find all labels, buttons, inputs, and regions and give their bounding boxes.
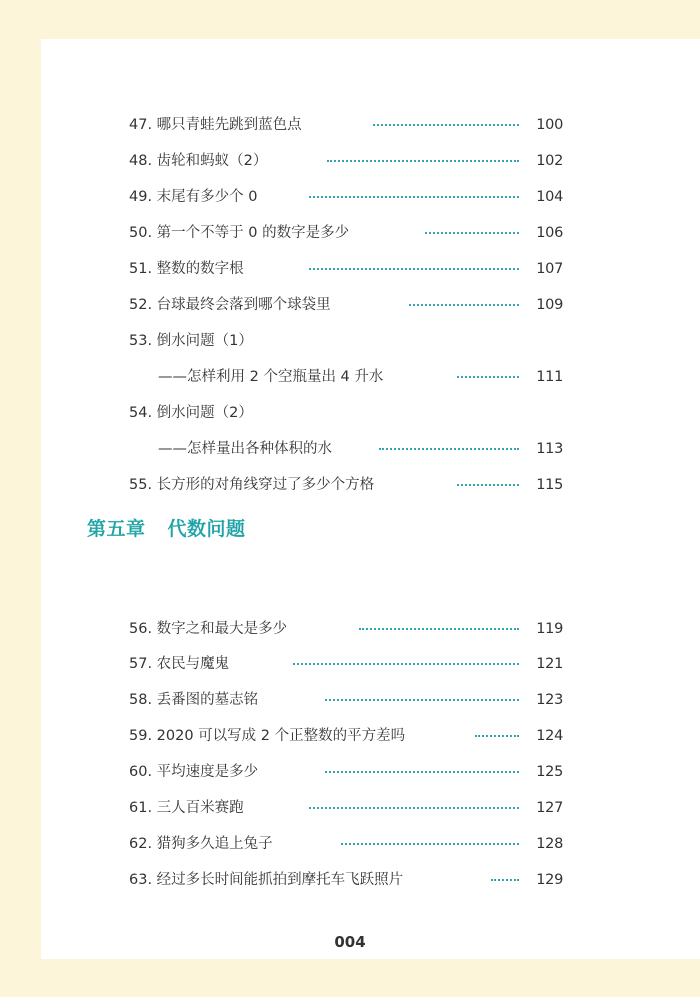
toc-entry[interactable]	[129, 474, 563, 496]
toc-entry-title: 56. 数字之和最大是多少	[129, 618, 287, 640]
toc-entry-title: 47. 哪只青蛙先跳到蓝色点	[129, 114, 302, 136]
dot-leader	[309, 196, 519, 198]
dot-leader	[409, 304, 519, 306]
toc-entry-page: 128	[536, 836, 563, 852]
toc-entry-page: 109	[536, 297, 563, 313]
toc-entry[interactable]	[129, 114, 563, 136]
toc-entry-page: 102	[536, 153, 563, 169]
dot-leader	[457, 484, 519, 486]
toc-entry-page: 127	[536, 800, 563, 816]
toc-entry-page: 107	[536, 261, 563, 277]
toc-entry[interactable]	[129, 402, 563, 424]
dot-leader	[325, 771, 519, 773]
toc-entry-title: 49. 末尾有多少个 0	[129, 186, 258, 208]
toc-entry[interactable]	[129, 258, 563, 280]
toc-entry-title: 61. 三人百米赛跑	[129, 797, 244, 819]
toc-entry-title: 59. 2020 可以写成 2 个正整数的平方差吗	[129, 725, 405, 747]
toc-entry[interactable]	[129, 330, 563, 352]
chapter-heading[interactable]	[87, 514, 246, 541]
toc-entry-page: 115	[536, 477, 563, 493]
toc-entry-title: 58. 丢番图的墓志铭	[129, 689, 258, 711]
toc-entry-page: 119	[536, 621, 563, 637]
chapter-number: 第五章	[87, 518, 146, 540]
toc-entry-title: ——怎样利用 2 个空瓶量出 4 升水	[158, 366, 383, 388]
toc-entry-title: 60. 平均速度是多少	[129, 761, 258, 783]
toc-entry-page: 123	[536, 692, 563, 708]
dot-leader	[475, 735, 519, 737]
dot-leader	[309, 268, 519, 270]
toc-entry[interactable]	[129, 797, 563, 819]
toc-entry-page: 106	[536, 225, 563, 241]
toc-entry[interactable]	[129, 653, 563, 675]
toc-entry-title: 55. 长方形的对角线穿过了多少个方格	[129, 474, 374, 496]
toc-entry-page: 111	[536, 369, 563, 385]
toc-entry-title: 57. 农民与魔鬼	[129, 653, 229, 675]
toc-entry-title: 62. 猎狗多久追上兔子	[129, 833, 273, 855]
dot-leader	[359, 628, 519, 630]
dot-leader	[379, 448, 519, 450]
toc-entry[interactable]	[129, 222, 563, 244]
toc-entry-page: 121	[536, 656, 563, 672]
dot-leader	[373, 124, 519, 126]
toc-entry-page: 124	[536, 728, 563, 744]
dot-leader	[309, 807, 519, 809]
toc-entry-title: 48. 齿轮和蚂蚁（2）	[129, 150, 267, 172]
toc-entry-title: 52. 台球最终会落到哪个球袋里	[129, 294, 331, 316]
chapter-title: 代数问题	[167, 518, 246, 540]
toc-entry-page: 104	[536, 189, 563, 205]
toc-entry[interactable]	[129, 438, 563, 460]
dot-leader	[327, 160, 519, 162]
dot-leader	[457, 376, 519, 378]
toc-entry-title: 51. 整数的数字根	[129, 258, 244, 280]
toc-entry[interactable]	[129, 869, 563, 891]
toc-entry-title: 53. 倒水问题（1）	[129, 330, 253, 352]
dot-leader	[425, 232, 519, 234]
toc-entry-title: 54. 倒水问题（2）	[129, 402, 253, 424]
dot-leader	[293, 663, 519, 665]
toc-entry[interactable]	[129, 618, 563, 640]
toc-entry[interactable]	[129, 150, 563, 172]
toc-entry-page: 113	[536, 441, 563, 457]
toc-entry[interactable]	[129, 761, 563, 783]
dot-leader	[341, 843, 519, 845]
toc-entry-page: 125	[536, 764, 563, 780]
toc-entry[interactable]	[129, 366, 563, 388]
toc-entry-title: 63. 经过多长时间能抓拍到摩托车飞跃照片	[129, 869, 403, 891]
dot-leader	[325, 699, 519, 701]
toc-entry[interactable]	[129, 833, 563, 855]
toc-entry[interactable]	[129, 294, 563, 316]
toc-entry[interactable]	[129, 689, 563, 711]
dot-leader	[491, 879, 519, 881]
toc-entry-page: 129	[536, 872, 563, 888]
toc-entry[interactable]	[129, 725, 563, 747]
page-number: 004	[334, 933, 366, 951]
toc-entry[interactable]	[129, 186, 563, 208]
toc-entry-title: 50. 第一个不等于 0 的数字是多少	[129, 222, 349, 244]
toc-entry-page: 100	[536, 117, 563, 133]
book-page	[41, 39, 700, 959]
toc-entry-title: ——怎样量出各种体积的水	[158, 438, 332, 460]
